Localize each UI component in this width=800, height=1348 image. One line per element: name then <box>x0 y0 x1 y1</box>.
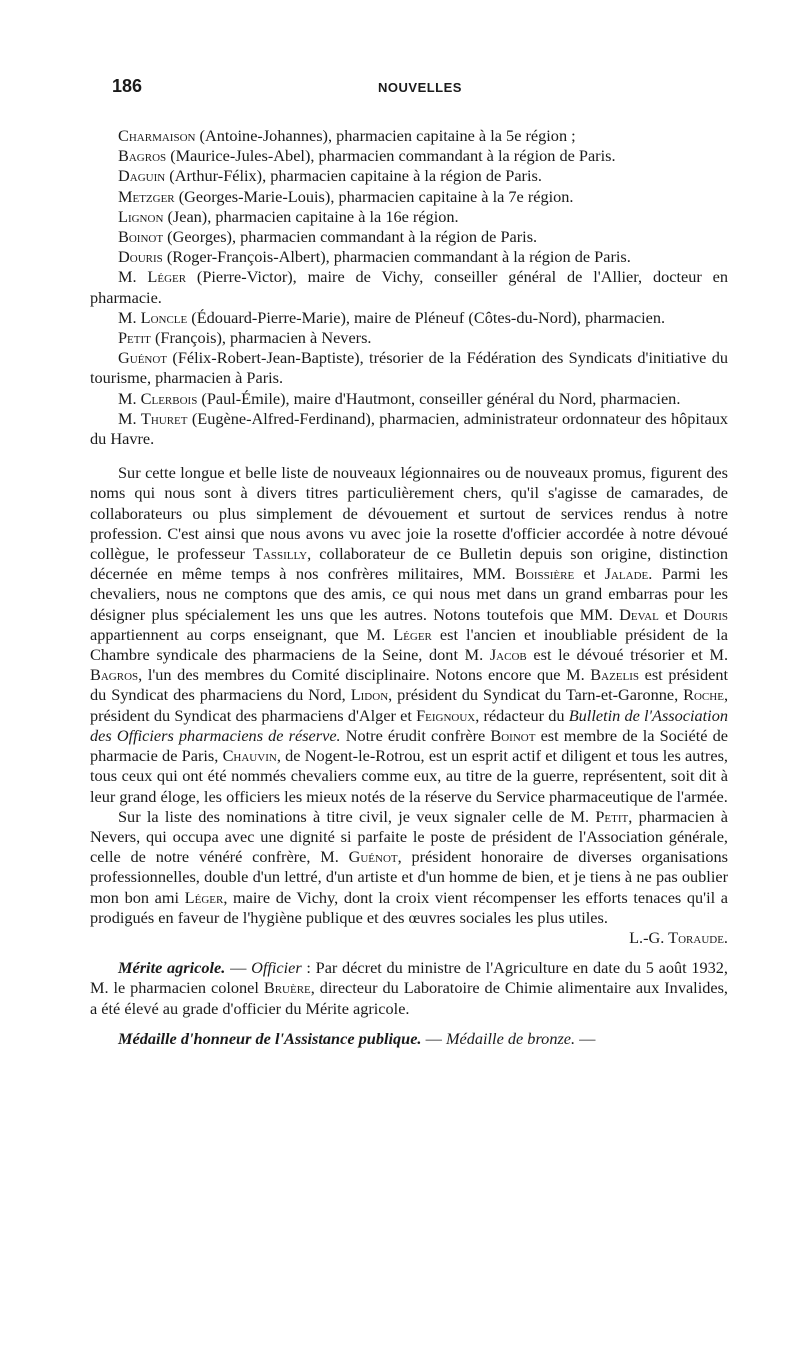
section-gap <box>90 449 728 463</box>
list-item: Bagros (Maurice-Jules-Abel), pharmacien commandant à la région de Paris. <box>118 146 616 166</box>
medaille-notice: Médaille d'honneur de l'Assistance publique. — Médaille de bronze. — <box>118 1028 596 1048</box>
list-item: Guénot (Félix-Robert-Jean-Baptiste), trésorier de la Fédération des Syndicats d'initiative du tourisme, pharmacien à Paris. <box>90 348 728 388</box>
section-gap <box>90 948 728 958</box>
commentary-paragraph: Sur la liste des nominations à titre civil, je veux signaler celle de M. Petit, pharmacien à Nevers, qui occupa avec une dignité si parfaite le poste de président de l'Association générale, celle de notre vénéré confrère, M. Guénot, président honoraire de diverses organisations professionnelles, double d'un lettré, d'un artiste et d'un homme de bien, et je tiens à ne pas oublier mon bon ami Léger, maire de Vichy, dont la croix vient récompenser les efforts tenaces qu'il a prodigués en faveur de l'hygiène publique et des œuvres sociales les plus utiles. L.-G. Toraude. <box>90 806 729 947</box>
list-item: Petit (François), pharmacien à Nevers. <box>118 328 372 348</box>
list-item: Douris (Roger-François-Albert), pharmacien commandant à la région de Paris. <box>118 247 631 267</box>
section-gap <box>90 1019 728 1029</box>
list-item: M. Léger (Pierre-Victor), maire de Vichy, conseiller général de l'Allier, docteur en pharmacie. <box>90 267 728 307</box>
page-header <box>112 76 728 102</box>
list-item: Charmaison (Antoine-Johannes), pharmacien capitaine à la 5e région ; <box>118 126 576 145</box>
list-item: M. Loncle (Édouard-Pierre-Marie), maire de Pléneuf (Côtes-du-Nord), pharmacien. <box>118 307 666 327</box>
list-item: Daguin (Arthur-Félix), pharmacien capitaine à la région de Paris. <box>118 166 542 186</box>
page-body <box>90 126 728 1049</box>
medaille-heading: Médaille d'honneur de l'Assistance publique. <box>118 1028 422 1048</box>
list-item: Metzger (Georges-Marie-Louis), pharmacien capitaine à la 7e région. <box>118 186 574 206</box>
list-item: Lignon (Jean), pharmacien capitaine à la 16e région. <box>118 206 459 226</box>
running-title: NOUVELLES <box>378 80 462 95</box>
page-number: 186 <box>112 76 143 96</box>
author-signature: L.-G. Toraude. <box>629 927 728 947</box>
merite-agricole-notice: Mérite agricole. — Officier : Par décret du ministre de l'Agriculture en date du 5 août 1932, M. le pharmacien colonel Bruère, directeur du Laboratoire de Chimie alimentaire aux Invalides, a été élevé au grade d'officier du Mérite agricole. <box>90 958 728 1018</box>
merite-heading: Mérite agricole. <box>118 958 226 978</box>
honors-list <box>90 126 728 449</box>
list-item: Boinot (Georges), pharmacien commandant à la région de Paris. <box>118 227 538 247</box>
list-item: M. Clerbois (Paul-Émile), maire d'Hautmont, conseiller général du Nord, pharmacien. <box>118 388 681 408</box>
list-item: M. Thuret (Eugène-Alfred-Ferdinand), pharmacien, administrateur ordonnateur des hôpitaux du Havre. <box>90 408 728 449</box>
commentary-paragraph: Sur cette longue et belle liste de nouveaux légionnaires ou de nouveaux promus, figurent des noms qui nous sont à divers titres particulièrement chers, qu'il s'agisse de camarades, de collaborateurs ou plus simplement de dévouement et surtout de services rendus à notre profession. C'est ainsi que nous avons vu avec joie la rosette d'officier accordée à notre dévoué collègue, le professeur Tassilly, collaborateur de ce Bulletin depuis son origine, distinction décernée en même temps à nos confrères militaires, MM. Boissière et Jalade. Parmi les chevaliers, nous ne comptons que des amis, ce qui nous met dans un grand embarras pour les désigner plus spécialement les uns que les autres. Notons toutefois que MM. Deval et Douris appartiennent au corps enseignant, que M. Léger est l'ancien et inoubliable président de la Chambre syndicale des pharmaciens de la Seine, dont M. Jacob est le dévoué trésorier et M. Bagros, l'un des membres du Comité disciplinaire. Notons encore que M. Bazelis est président du Syndicat des pharmaciens du Nord, Lidon, président du Syndicat du Tarn-et-Garonne, Roche, président du Syndicat des pharmaciens d'Alger et Feignoux, rédacteur du Bulletin de l'Association des Officiers pharmaciens de réserve. Notre érudit confrère Boinot est membre de la Société de pharmacie de Paris, Chauvin, de Nogent-le-Rotrou, est un esprit actif et diligent et tous les autres, tous ceux qui ont été nommés chevaliers comme eux, au titre de la guerre, représentent, soit dit à leur grand éloge, les officiers les mieux notés de la réserve du Service pharmaceutique de l'armée. <box>90 463 729 806</box>
